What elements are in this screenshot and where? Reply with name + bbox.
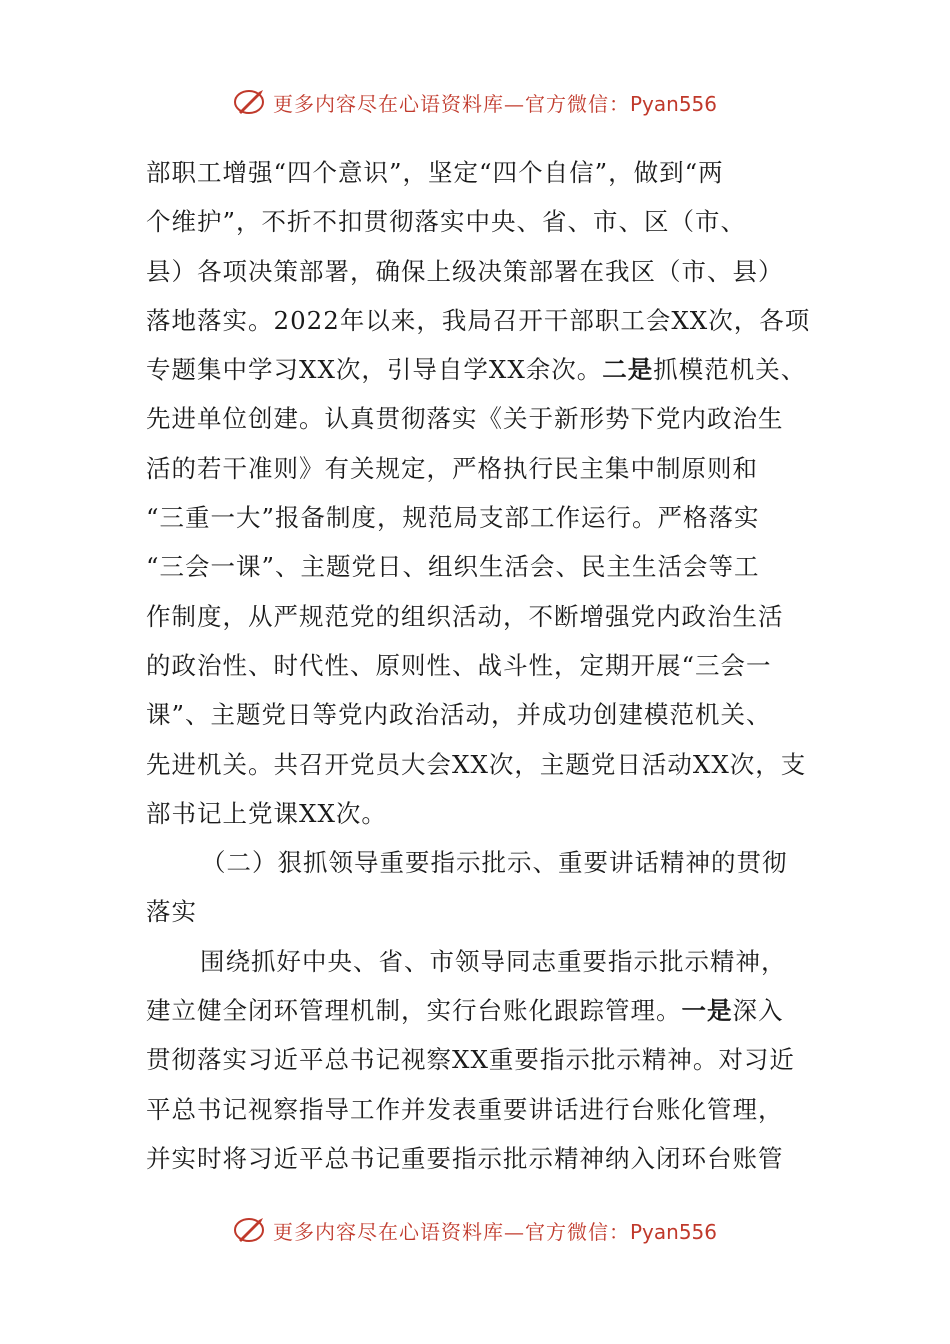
text-line: 先进单位创建。认真贯彻落实《关于新形势下党内政治生 — [146, 404, 784, 434]
text-line: 活的若干准则》有关规定，严格执行民主集中制原则和 — [146, 453, 758, 483]
text-line: 课”、主题党日等党内政治活动，并成功创建模范机关、 — [146, 700, 772, 730]
text-line: 专题集中学习XX次，引导自学XX余次。二是抓模范机关、 — [146, 355, 807, 385]
quill-pen-logo-icon — [233, 1212, 269, 1248]
paragraph-start-line: 围绕抓好中央、省、市领导同志重要指示批示精神， — [200, 946, 787, 976]
text-line: 的政治性、时代性、原则性、战斗性，定期开展“三会一 — [146, 650, 772, 680]
text-line: 作制度，从严规范党的组织活动，不断增强党内政治生活 — [146, 601, 784, 631]
text-line: 部书记上党课XX次。 — [146, 798, 387, 828]
text-line: 落地落实。2022年以来，我局召开干部职工会XX次，各项 — [146, 305, 811, 335]
section-heading-continued: 落实 — [146, 897, 197, 927]
watermark-text: 更多内容尽在心语资料库—官方微信：Pyan556 — [272, 1219, 717, 1244]
footer-watermark — [0, 1210, 950, 1250]
text-line: 平总书记视察指导工作并发表重要讲话进行台账化管理， — [146, 1094, 784, 1124]
text-line: 先进机关。共召开党员大会XX次，主题党日活动XX次，支 — [146, 749, 807, 779]
text-line: 贯彻落实习近平总书记视察XX重要指示批示精神。对习近 — [146, 1045, 795, 1075]
text-line: “三重一大”报备制度，规范局支部工作运行。严格落实 — [146, 503, 760, 533]
text-line: 并实时将习近平总书记重要指示批示精神纳入闭环台账管 — [146, 1143, 784, 1173]
watermark-text: 更多内容尽在心语资料库—官方微信：Pyan556 — [272, 91, 717, 116]
bold-marker: 二是 — [602, 355, 654, 385]
text-line: 个维护”，不折不扣贯彻落实中央、省、市、区（市、 — [146, 207, 747, 237]
header-watermark — [0, 82, 950, 122]
bold-marker: 一是 — [681, 996, 733, 1026]
text-line: 建立健全闭环管理机制，实行台账化跟踪管理。一是深入 — [146, 996, 784, 1026]
text-line: “三会一课”、主题党日、组织生活会、民主生活会等工 — [146, 552, 760, 582]
quill-pen-logo-icon — [233, 84, 269, 120]
text-line: 部职工增强“四个意识”，坚定“四个自信”，做到“两 — [146, 158, 724, 187]
section-heading: （二）狠抓领导重要指示批示、重要讲话精神的贯彻 — [201, 848, 788, 878]
text-line: 县）各项决策部署，确保上级决策部署在我区（市、县） — [146, 256, 784, 286]
document-body — [146, 148, 816, 1183]
